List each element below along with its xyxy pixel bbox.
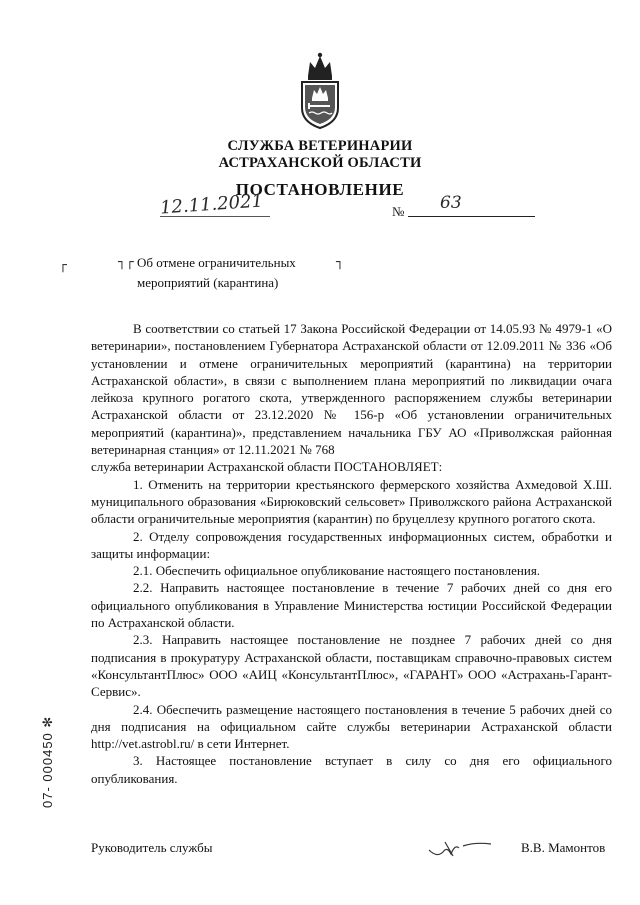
item-2-4: 2.4. Обеспечить размещение настоящего постановления в течение 5 рабочих дней со дня подписания на официальном сайте службы ветеринарии Астраханской области http://vet.astrobl.ru/ в сети Интернет.	[91, 701, 612, 752]
resolves-line: служба ветеринарии Астраханской области ПОСТАНОВЛЯЕТ:	[91, 459, 443, 475]
corner-mark-left: ┌	[59, 258, 67, 273]
item-2: 2. Отделу сопровождения государственных информационных систем, обработки и защиты информации:	[91, 528, 612, 561]
item-1: 1. Отменить на территории крестьянского фермерского хозяйства Ахмедовой Х.Ш. муниципального образования «Бирюковский сельсовет» Приволжского района Астраханской области ограничительные мероприятия (карантин) по бруцеллезу крупного рогатого скота.	[91, 476, 612, 527]
item-2-3: 2.3. Направить настоящее постановление не позднее 7 рабочих дней со дня подписания в прокуратуру Астраханской области, поставщикам справочно-правовых систем «КонсультантПлюс» ООО «АИЦ «КонсультантПлюс», «ГАРАНТ» ООО «Астрахань-Гарант-Сервис».	[91, 632, 612, 700]
document-number-handwritten: 63	[440, 193, 462, 213]
document-body	[91, 320, 612, 787]
item-2-2: 2.2. Направить настоящее постановление в течение 7 рабочих дней со дня его официального опубликования в Управление Министерства юстиции Российской Федерации по Астраханской области.	[91, 580, 612, 631]
corner-mark-right: ┐	[336, 255, 344, 270]
document-subject	[137, 253, 296, 293]
subject-line1: Об отмене ограничительных	[137, 255, 296, 270]
document-type-title: ПОСТАНОВЛЕНИЕ	[235, 180, 405, 199]
document-date-handwritten: 12.11.2021	[159, 190, 264, 219]
organization-name-line1: СЛУЖБА ВЕТЕРИНАРИИ	[227, 138, 413, 154]
subject-line2: мероприятий (карантина)	[137, 275, 279, 290]
organization-name-line2: АСТРАХАНСКОЙ ОБЛАСТИ	[218, 155, 422, 171]
number-underline	[408, 216, 535, 217]
registration-side-stamp: 07- 000450 ✻	[40, 715, 55, 808]
signature-icon	[425, 836, 495, 862]
signatory-name: В.В. Мамонтов	[521, 840, 606, 855]
document-number-label: №	[392, 204, 405, 219]
coat-of-arms-icon	[294, 50, 346, 130]
preamble-paragraph: В соответствии со статьей 17 Закона Российской Федерации от 14.05.93 № 4979-1 «О ветеринарии», постановлением Губернатора Астраханской области от 12.09.2011 № 336 «Об установлении и отмене ограничительных мероприятий (карантина) на территории Астраханской области», в связи с выполнением плана мероприятий по ликвидации очага лейкоза крупного рогатого скота, утвержденного распоряжением службы ветеринарии Астраханской области от 23.12.2020 № 156-р «Об установлении ограничительных мероприятий (карантина)», представлением начальника ГБУ АО «Приволжская районная ветеринарная станция» от 12.11.2021 № 768	[91, 321, 612, 458]
item-2-1: 2.1. Обеспечить официальное опубликование настоящего постановления.	[133, 563, 541, 579]
item-3: 3. Настоящее постановление вступает в силу со дня его официального опубликования.	[91, 753, 612, 786]
signatory-position: Руководитель службы	[91, 840, 213, 855]
corner-mark-subject: ┐┌	[118, 255, 134, 270]
